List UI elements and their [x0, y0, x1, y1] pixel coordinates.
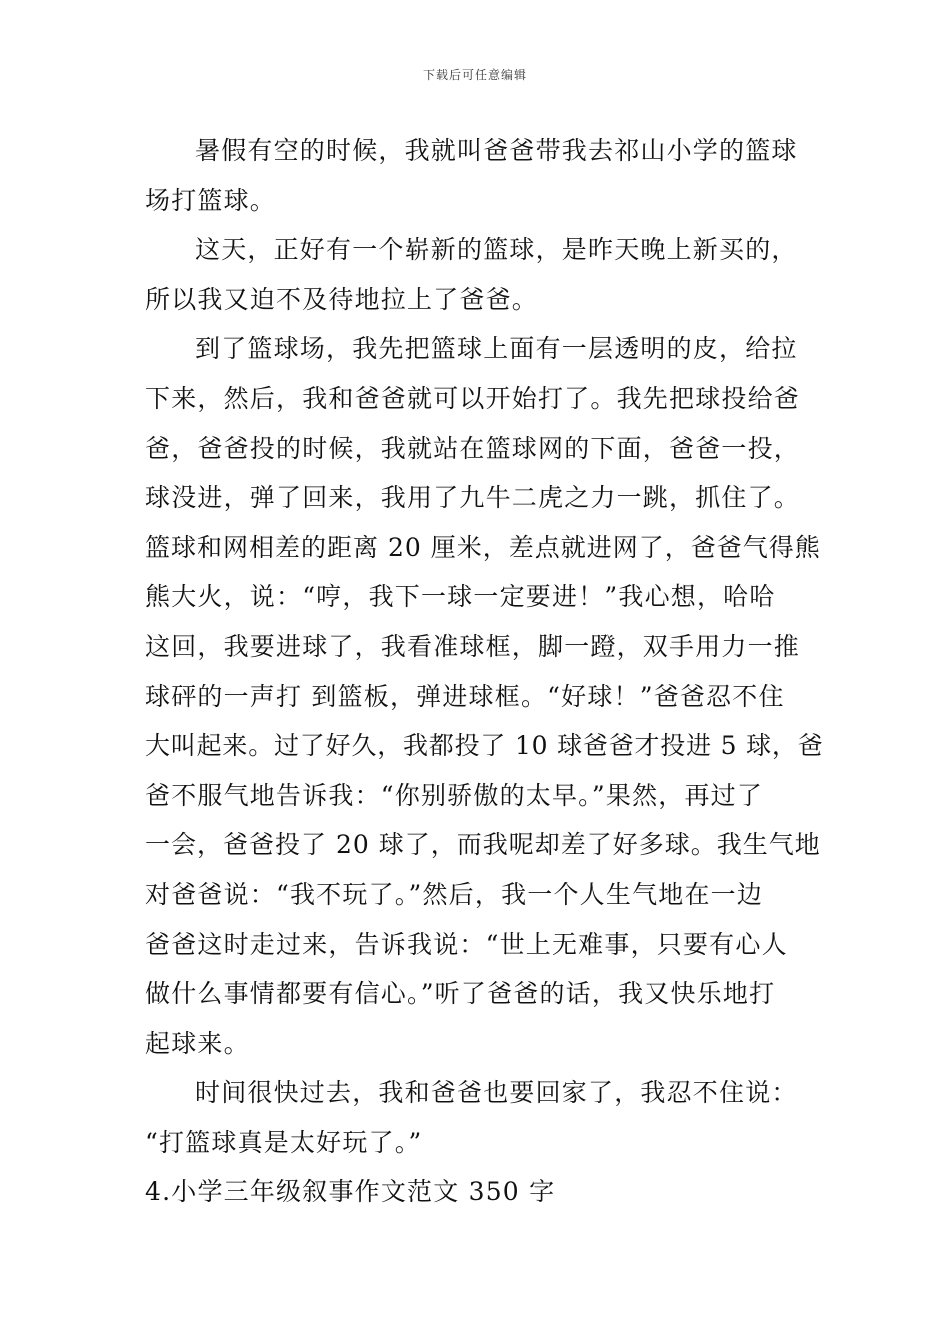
paragraph-line: 爸不服气地告诉我：“你别骄傲的太早。”果然，再过了 — [145, 780, 764, 810]
paragraph-line: 大叫起来。过了好久，我都投了 10 球爸爸才投进 5 球，爸 — [145, 731, 824, 761]
paragraph-line: 熊大火，说：“哼，我下一球一定要进！”我心想，哈哈 — [145, 582, 776, 612]
paragraph-line: 暑假有空的时候，我就叫爸爸带我去祁山小学的篮球 — [195, 136, 798, 165]
paragraph-line: 球砰的一声打 到篮板，弹进球框。“好球！”爸爸忍不住 — [145, 681, 785, 711]
paragraph-line: 起球来。 — [145, 1028, 250, 1058]
paragraph-line: 篮球和网相差的距离 20 厘米，差点就进网了，爸爸气得熊 — [145, 532, 821, 562]
paragraph-line: 对爸爸说：“我不玩了。”然后，我一个人生气地在一边 — [145, 879, 764, 909]
essay-body — [145, 126, 825, 1217]
paragraph-line: 这天，正好有一个崭新的篮球，是昨天晚上新买的， — [195, 235, 798, 265]
paragraph-line: 到了篮球场，我先把篮球上面有一层透明的皮，给拉 — [195, 334, 798, 364]
paragraph-line: 球没进，弹了回来，我用了九牛二虎之力一跳，抓住了。 — [145, 483, 801, 513]
paragraph-line: 做什么事情都要有信心。”听了爸爸的话，我又快乐地打 — [145, 979, 776, 1009]
page-header: 下载后可任意编辑 — [422, 68, 527, 82]
paragraph-line: “打篮球真是太好玩了。” — [145, 1127, 423, 1157]
paragraph-line: 所以我又迫不及待地拉上了爸爸。 — [145, 284, 539, 314]
paragraph-line: 这回，我要进球了，我看准球框，脚一蹬，双手用力一推 — [145, 631, 801, 661]
paragraph-line: 场打篮球。 — [145, 185, 277, 215]
paragraph-line: 下来，然后，我和爸爸就可以开始打了。我先把球投给爸 — [145, 383, 801, 413]
paragraph-line: 爸爸这时走过来，告诉我说：“世上无难事，只要有心人 — [145, 929, 788, 959]
paragraph-line: 一会，爸爸投了 20 球了，而我呢却差了好多球。我生气地 — [145, 830, 821, 860]
paragraph-line: 爸，爸爸投的时候，我就站在篮球网的下面，爸爸一投， — [145, 433, 801, 463]
paragraph-line: 时间很快过去，我和爸爸也要回家了，我忍不住说： — [195, 1078, 798, 1108]
section-heading: 4.小学三年级叙事作文范文 350 字 — [145, 1177, 556, 1207]
